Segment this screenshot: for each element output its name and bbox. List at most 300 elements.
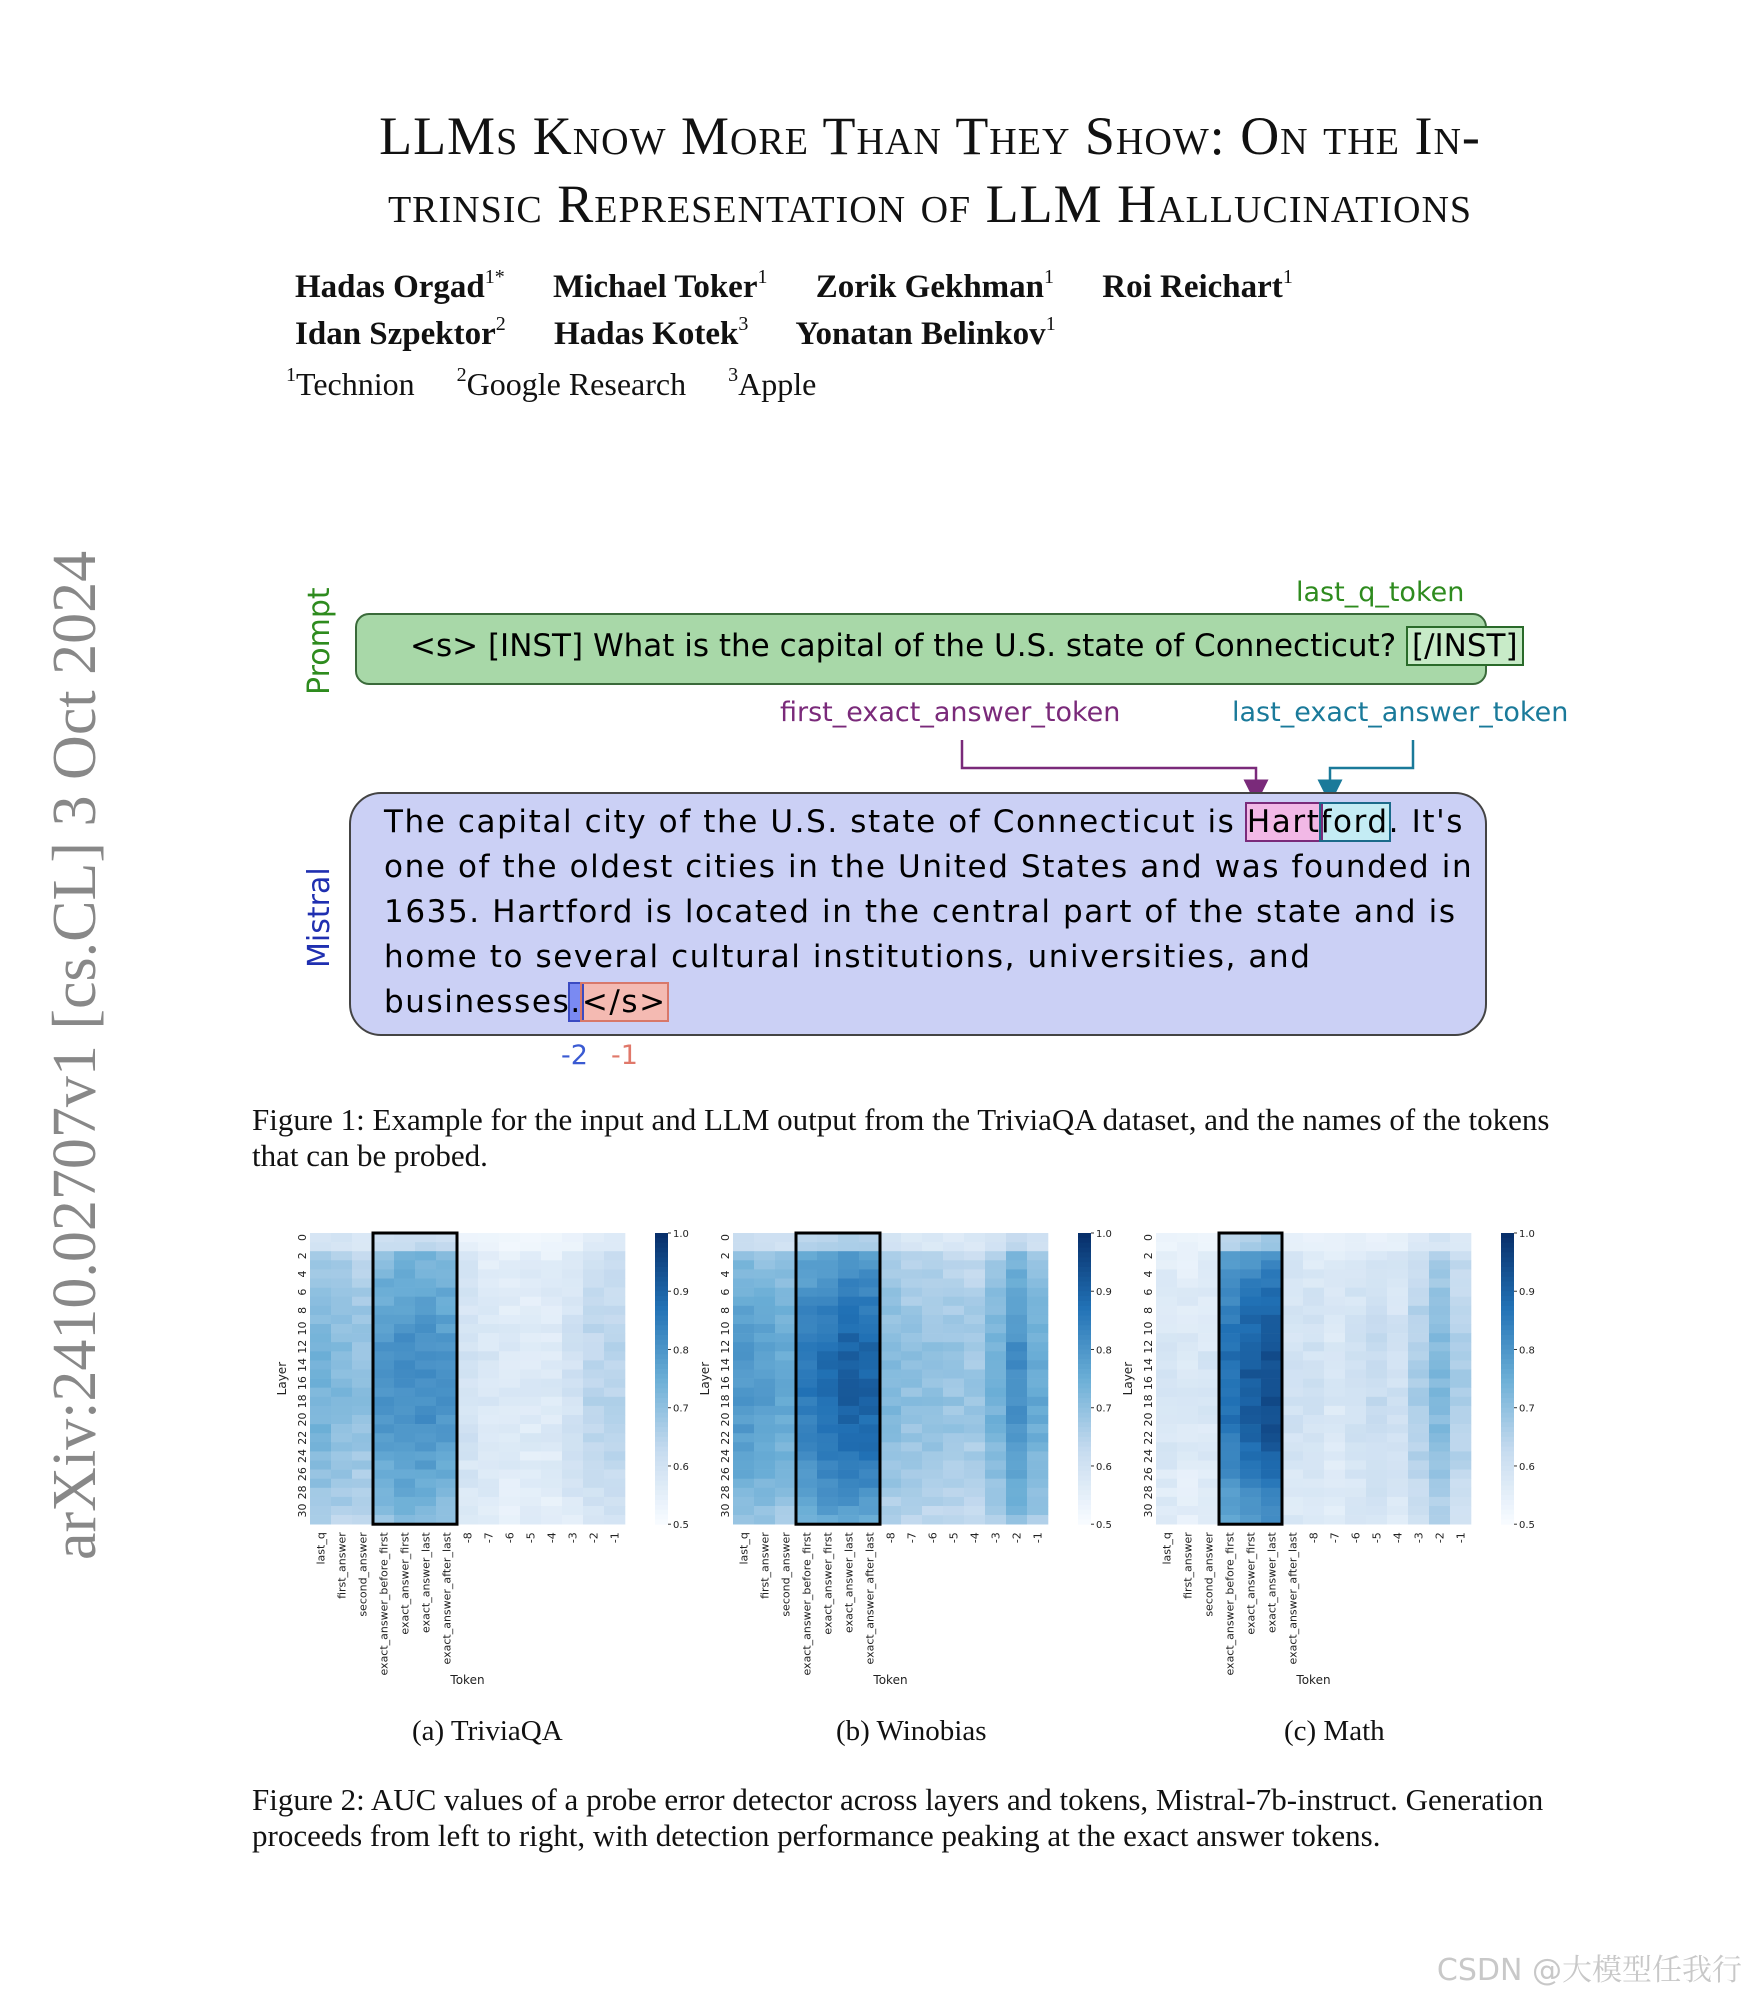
x-tick-label: -7 <box>905 1532 919 1544</box>
heatmap-cell <box>1387 1288 1408 1297</box>
heatmap-cell <box>1450 1351 1471 1360</box>
heatmap-cell <box>457 1424 478 1433</box>
heatmap-cell <box>394 1451 415 1460</box>
heatmap-cell <box>520 1269 541 1278</box>
heatmap-cell <box>478 1388 499 1397</box>
colorbar-segment <box>655 1383 668 1388</box>
heatmap-cell <box>964 1415 985 1424</box>
heatmap-cell <box>1261 1333 1282 1342</box>
heatmap-cell <box>310 1279 331 1288</box>
heatmap-cell <box>943 1260 964 1269</box>
heatmap-cell <box>1177 1479 1198 1488</box>
heatmap-cell <box>1429 1360 1450 1369</box>
heatmap-cell <box>901 1351 922 1360</box>
heatmap-cell <box>541 1388 562 1397</box>
heatmap-cell <box>1324 1306 1345 1315</box>
heatmap-cell <box>964 1324 985 1333</box>
colorbar-segment <box>1078 1495 1091 1500</box>
heatmap-cell <box>1324 1479 1345 1488</box>
heatmap-cell <box>1324 1351 1345 1360</box>
heatmap-cell <box>880 1351 901 1360</box>
heatmap-cell <box>520 1388 541 1397</box>
heatmap-cell <box>901 1451 922 1460</box>
heatmap-cell <box>1303 1379 1324 1388</box>
heatmap-cell <box>1345 1324 1366 1333</box>
heatmap-cell <box>1345 1260 1366 1269</box>
colorbar-segment <box>1078 1296 1091 1301</box>
y-tick-label: 12 <box>296 1339 309 1354</box>
heatmap-cell <box>457 1306 478 1315</box>
heatmap-cell <box>604 1461 625 1470</box>
y-tick-label: 28 <box>719 1485 732 1500</box>
heatmap-cell <box>1366 1288 1387 1297</box>
heatmap-cell <box>457 1479 478 1488</box>
heatmap-cell <box>541 1470 562 1479</box>
heatmap-cell <box>1450 1461 1471 1470</box>
heatmap-cell <box>1198 1388 1219 1397</box>
heatmap-cell <box>604 1406 625 1415</box>
colorbar-segment <box>1501 1417 1514 1422</box>
heatmap-cell <box>604 1297 625 1306</box>
colorbar-segment <box>1078 1359 1091 1364</box>
x-tick-label: exact_answer_first <box>1244 1532 1258 1635</box>
heatmap-winobias <box>693 1224 1123 1694</box>
heatmap-cell <box>1156 1306 1177 1315</box>
heatmap-cell <box>604 1288 625 1297</box>
colorbar-segment <box>655 1442 668 1447</box>
heatmap-cell <box>985 1506 1006 1515</box>
heatmap-cell <box>1387 1451 1408 1460</box>
heatmap-cell <box>985 1470 1006 1479</box>
heatmap-cell <box>1429 1497 1450 1506</box>
heatmap-cell <box>520 1370 541 1379</box>
heatmap-cell <box>331 1379 352 1388</box>
colorbar-segment <box>1501 1359 1514 1364</box>
heatmap-cell <box>943 1324 964 1333</box>
heatmap-cell <box>604 1351 625 1360</box>
heatmap-cell <box>796 1370 817 1379</box>
heatmap-cell <box>1429 1370 1450 1379</box>
colorbar-segment <box>1501 1500 1514 1505</box>
x-tick-label: last_q <box>314 1532 328 1565</box>
colorbar-segment <box>655 1233 668 1238</box>
heatmap-cell <box>775 1461 796 1470</box>
heatmap-cell <box>1429 1515 1450 1524</box>
heatmap-cell <box>1408 1324 1429 1333</box>
y-tick-label: 24 <box>296 1448 309 1463</box>
heatmap-cell <box>457 1297 478 1306</box>
heatmap-cell <box>1177 1515 1198 1524</box>
heatmap-cell <box>1261 1433 1282 1442</box>
heatmap-cell <box>562 1260 583 1269</box>
heatmap-cell <box>922 1288 943 1297</box>
heatmap-cell <box>733 1342 754 1351</box>
heatmap-cell <box>457 1461 478 1470</box>
affiliation: $^3$Apple <box>728 364 817 402</box>
heatmap-cell <box>985 1251 1006 1260</box>
colorbar-segment <box>1501 1306 1514 1311</box>
heatmap-cell <box>901 1497 922 1506</box>
heatmap-cell <box>1198 1379 1219 1388</box>
heatmap-cell <box>859 1379 880 1388</box>
heatmap-cell <box>352 1242 373 1251</box>
heatmap-cell <box>499 1433 520 1442</box>
colorbar-tick-label: 0.8 <box>1519 1345 1535 1357</box>
heatmap-cell <box>310 1379 331 1388</box>
heatmap-cell <box>331 1506 352 1515</box>
heatmap-cell <box>922 1351 943 1360</box>
heatmap-cell <box>775 1442 796 1451</box>
heatmap-cell <box>1450 1269 1471 1278</box>
y-tick-label: 18 <box>1142 1394 1155 1409</box>
colorbar-tick-label: 0.6 <box>1519 1461 1535 1473</box>
heatmap-cell <box>1219 1451 1240 1460</box>
heatmap-cell <box>1027 1424 1048 1433</box>
heatmap-cell <box>499 1233 520 1242</box>
colorbar-segment <box>655 1320 668 1325</box>
heatmap-cell <box>754 1433 775 1442</box>
heatmap-cell <box>922 1433 943 1442</box>
heatmap-cell <box>520 1306 541 1315</box>
heatmap-cell <box>1282 1379 1303 1388</box>
x-tick-label: -5 <box>1370 1532 1384 1544</box>
heatmap-cell <box>604 1424 625 1433</box>
heatmap-cell <box>1345 1297 1366 1306</box>
heatmap-cell <box>562 1342 583 1351</box>
heatmap-cell <box>373 1360 394 1369</box>
colorbar-segment <box>655 1354 668 1359</box>
heatmap-cell <box>541 1351 562 1360</box>
heatmap-cell <box>1156 1242 1177 1251</box>
heatmap-cell <box>1240 1406 1261 1415</box>
heatmap-cell <box>1006 1479 1027 1488</box>
heatmap-cell <box>1177 1424 1198 1433</box>
heatmap-cell <box>352 1415 373 1424</box>
heatmap-cell <box>394 1360 415 1369</box>
heatmap-cell <box>415 1279 436 1288</box>
heatmap-cell <box>394 1488 415 1497</box>
heatmap-cell <box>1282 1442 1303 1451</box>
heatmap-cell <box>901 1506 922 1515</box>
heatmap-cell <box>1324 1415 1345 1424</box>
heatmap-cell <box>1366 1360 1387 1369</box>
heatmap-cell <box>604 1233 625 1242</box>
heatmap-cell <box>817 1497 838 1506</box>
heatmap-cell <box>499 1406 520 1415</box>
heatmap-cell <box>1219 1251 1240 1260</box>
heatmap-cell <box>985 1242 1006 1251</box>
heatmap-cell <box>943 1451 964 1460</box>
heatmap-cell <box>1177 1297 1198 1306</box>
heatmap-cell <box>352 1360 373 1369</box>
heatmap-cell <box>499 1479 520 1488</box>
heatmap-cell <box>1219 1269 1240 1278</box>
heatmap-cell <box>1408 1470 1429 1479</box>
heatmap-cell <box>733 1379 754 1388</box>
heatmap-cell <box>964 1379 985 1388</box>
heatmap-cell <box>1219 1397 1240 1406</box>
heatmap-cell <box>1324 1406 1345 1415</box>
heatmap-cell <box>754 1397 775 1406</box>
colorbar-segment <box>1501 1403 1514 1408</box>
heatmap-cell <box>1450 1451 1471 1460</box>
heatmap-cell <box>1261 1242 1282 1251</box>
heatmap-cell <box>415 1451 436 1460</box>
heatmap-cell <box>331 1433 352 1442</box>
heatmap-cell <box>1006 1315 1027 1324</box>
heatmap-cell <box>1429 1488 1450 1497</box>
heatmap-cell <box>1156 1260 1177 1269</box>
heatmap-cell <box>352 1461 373 1470</box>
heatmap-cell <box>943 1424 964 1433</box>
heatmap-cell <box>901 1297 922 1306</box>
heatmap-cell <box>541 1406 562 1415</box>
colorbar-segment <box>1078 1451 1091 1456</box>
heatmap-cell <box>373 1279 394 1288</box>
heatmap-cell <box>964 1351 985 1360</box>
heatmap-cell <box>499 1415 520 1424</box>
heatmap-cell <box>922 1370 943 1379</box>
heatmap-cell <box>1261 1506 1282 1515</box>
heatmap-cell <box>436 1306 457 1315</box>
heatmap-cell <box>1408 1288 1429 1297</box>
heatmap-cell <box>541 1488 562 1497</box>
heatmap-cell <box>541 1360 562 1369</box>
colorbar-tick-label: 0.9 <box>1096 1287 1112 1299</box>
y-tick-label: 16 <box>296 1376 309 1391</box>
heatmap-cell <box>394 1424 415 1433</box>
colorbar-tick-label: 0.5 <box>1519 1520 1535 1532</box>
heatmap-cell <box>499 1388 520 1397</box>
heatmap-cell <box>1006 1470 1027 1479</box>
heatmap-cell <box>352 1260 373 1269</box>
heatmap-cell <box>754 1306 775 1315</box>
heatmap-cell <box>1027 1288 1048 1297</box>
colorbar-segment <box>1078 1422 1091 1427</box>
heatmap-cell <box>352 1397 373 1406</box>
heatmap-cell <box>352 1451 373 1460</box>
heatmap-cell <box>775 1406 796 1415</box>
heatmap-cell <box>1366 1451 1387 1460</box>
heatmap-cell <box>964 1442 985 1451</box>
heatmap-cell <box>1027 1370 1048 1379</box>
colorbar-tick-label: 1.0 <box>1519 1229 1535 1240</box>
heatmap-cell <box>901 1415 922 1424</box>
heatmap-cell <box>985 1406 1006 1415</box>
heatmap-cell <box>1156 1488 1177 1497</box>
heatmap-cell <box>499 1470 520 1479</box>
heatmap-cell <box>457 1360 478 1369</box>
heatmap-cell <box>1198 1288 1219 1297</box>
heatmap-cell <box>1324 1342 1345 1351</box>
heatmap-cell <box>1366 1442 1387 1451</box>
heatmap-cell <box>1219 1379 1240 1388</box>
colorbar-segment <box>655 1248 668 1253</box>
heatmap-math <box>1116 1224 1546 1694</box>
colorbar-segment <box>655 1345 668 1350</box>
heatmap-cell <box>943 1251 964 1260</box>
heatmap-cell <box>1324 1242 1345 1251</box>
colorbar-segment <box>1078 1500 1091 1505</box>
heatmap-cell <box>985 1379 1006 1388</box>
heatmap-cell <box>817 1406 838 1415</box>
heatmap-cell <box>1006 1461 1027 1470</box>
heatmap-cell <box>394 1479 415 1488</box>
heatmap-cell <box>838 1360 859 1369</box>
heatmap-cell <box>541 1442 562 1451</box>
heatmap-cell <box>541 1306 562 1315</box>
heatmap-cell <box>457 1379 478 1388</box>
heatmap-cell <box>1006 1351 1027 1360</box>
colorbar-segment <box>1501 1427 1514 1432</box>
colorbar-segment <box>1501 1466 1514 1471</box>
heatmap-cell <box>1177 1306 1198 1315</box>
heatmap-cell <box>880 1451 901 1460</box>
subcaption-winobias: (b) Winobias <box>836 1715 987 1747</box>
heatmap-cell <box>880 1233 901 1242</box>
mistral-response-text: The capital city of the U.S. state of Connecticut is Hartford. It's one of the oldest cities in the United States and was founded in 1635. Hartford is located in the central part of the state and is home to several cultural institutions, universities, and businesses.</s> <box>384 804 1474 1020</box>
heatmap-cell <box>1387 1442 1408 1451</box>
heatmap-cell <box>1219 1279 1240 1288</box>
heatmap-cell <box>1261 1269 1282 1278</box>
heatmap-cell <box>1387 1479 1408 1488</box>
colorbar-segment <box>1501 1383 1514 1388</box>
heatmap-cell <box>964 1279 985 1288</box>
heatmap-cell <box>1198 1470 1219 1479</box>
heatmap-cell <box>1198 1269 1219 1278</box>
heatmap-cell <box>1240 1388 1261 1397</box>
heatmap-cell <box>1450 1388 1471 1397</box>
heatmap-cell <box>1240 1433 1261 1442</box>
heatmap-cell <box>1345 1497 1366 1506</box>
heatmap-cell <box>1027 1297 1048 1306</box>
x-tick-label: -4 <box>968 1532 982 1544</box>
heatmap-cell <box>922 1397 943 1406</box>
heatmap-cell <box>1366 1388 1387 1397</box>
heatmap-cell <box>1450 1497 1471 1506</box>
heatmap-cell <box>331 1233 352 1242</box>
heatmap-cell <box>1450 1442 1471 1451</box>
heatmap-cell <box>352 1279 373 1288</box>
heatmap-cell <box>1261 1288 1282 1297</box>
colorbar-segment <box>1501 1369 1514 1374</box>
colorbar-segment <box>1501 1505 1514 1510</box>
heatmap-cell <box>1387 1324 1408 1333</box>
heatmap-cell <box>838 1351 859 1360</box>
heatmap-cell <box>520 1279 541 1288</box>
heatmap-cell <box>1006 1324 1027 1333</box>
heatmap-cell <box>310 1415 331 1424</box>
heatmap-cell <box>1261 1260 1282 1269</box>
colorbar-segment <box>1078 1408 1091 1413</box>
heatmap-cell <box>352 1433 373 1442</box>
heatmap-cell <box>331 1370 352 1379</box>
x-tick-label: -4 <box>1391 1532 1405 1544</box>
heatmap-cell <box>436 1497 457 1506</box>
heatmap-cell <box>796 1388 817 1397</box>
heatmap-cell <box>1027 1442 1048 1451</box>
heatmap-cell <box>1387 1424 1408 1433</box>
heatmap-cell <box>478 1415 499 1424</box>
colorbar-segment <box>1078 1282 1091 1287</box>
heatmap-cell <box>457 1242 478 1251</box>
colorbar-segment <box>655 1481 668 1486</box>
colorbar-segment <box>655 1514 668 1519</box>
heatmap-cell <box>1027 1351 1048 1360</box>
y-tick-label: 22 <box>1142 1430 1155 1445</box>
heatmap-cell <box>796 1506 817 1515</box>
heatmap-cell <box>859 1451 880 1460</box>
heatmap-cell <box>1282 1424 1303 1433</box>
colorbar-segment <box>1501 1413 1514 1418</box>
colorbar-segment <box>1501 1364 1514 1369</box>
heatmap-cell <box>394 1397 415 1406</box>
first-token-arrow <box>962 740 1256 792</box>
heatmap-cell <box>1156 1379 1177 1388</box>
heatmap-cell <box>373 1288 394 1297</box>
heatmap-cell <box>796 1415 817 1424</box>
heatmap-cell <box>754 1479 775 1488</box>
heatmap-cell <box>1156 1351 1177 1360</box>
heatmap-cell <box>541 1461 562 1470</box>
heatmap-cell <box>901 1260 922 1269</box>
heatmap-cell <box>541 1333 562 1342</box>
heatmap-cell <box>859 1506 880 1515</box>
heatmap-cell <box>1387 1351 1408 1360</box>
heatmap-cell <box>1282 1288 1303 1297</box>
heatmap-cell <box>499 1424 520 1433</box>
heatmap-cell <box>859 1370 880 1379</box>
heatmap-cell <box>1198 1315 1219 1324</box>
x-tick-label: exact_answer_before_first <box>377 1532 391 1676</box>
colorbar-segment <box>1078 1398 1091 1403</box>
heatmap-cell <box>1006 1515 1027 1524</box>
heatmap-cell <box>1282 1461 1303 1470</box>
heatmap-cell <box>1345 1433 1366 1442</box>
heatmap-cell <box>817 1461 838 1470</box>
heatmap-cell <box>1282 1506 1303 1515</box>
heatmap-cell <box>1387 1470 1408 1479</box>
heatmap-cell <box>943 1315 964 1324</box>
colorbar-segment <box>1501 1388 1514 1393</box>
heatmap-cell <box>1282 1242 1303 1251</box>
heatmap-cell <box>562 1269 583 1278</box>
heatmap-cell <box>964 1470 985 1479</box>
heatmap-cell <box>754 1406 775 1415</box>
heatmap-cell <box>775 1324 796 1333</box>
heatmap-cell <box>754 1506 775 1515</box>
heatmap-cell <box>1006 1497 1027 1506</box>
y-tick-label: 18 <box>719 1394 732 1409</box>
heatmap-cell <box>1177 1433 1198 1442</box>
heatmap-cell <box>415 1415 436 1424</box>
heatmap-cell <box>859 1470 880 1479</box>
heatmap-cell <box>436 1488 457 1497</box>
heatmap-cell <box>859 1497 880 1506</box>
heatmap-cell <box>394 1315 415 1324</box>
heatmap-cell <box>1006 1379 1027 1388</box>
heatmap-cell <box>1429 1424 1450 1433</box>
heatmap-cell <box>775 1351 796 1360</box>
colorbar-segment <box>655 1257 668 1262</box>
heatmap-cell <box>838 1242 859 1251</box>
heatmap-cell <box>1282 1451 1303 1460</box>
x-tick-label: -3 <box>989 1532 1003 1544</box>
heatmap-cell <box>541 1433 562 1442</box>
heatmap-cell <box>817 1415 838 1424</box>
heatmap-cell <box>964 1433 985 1442</box>
heatmap-cell <box>964 1515 985 1524</box>
